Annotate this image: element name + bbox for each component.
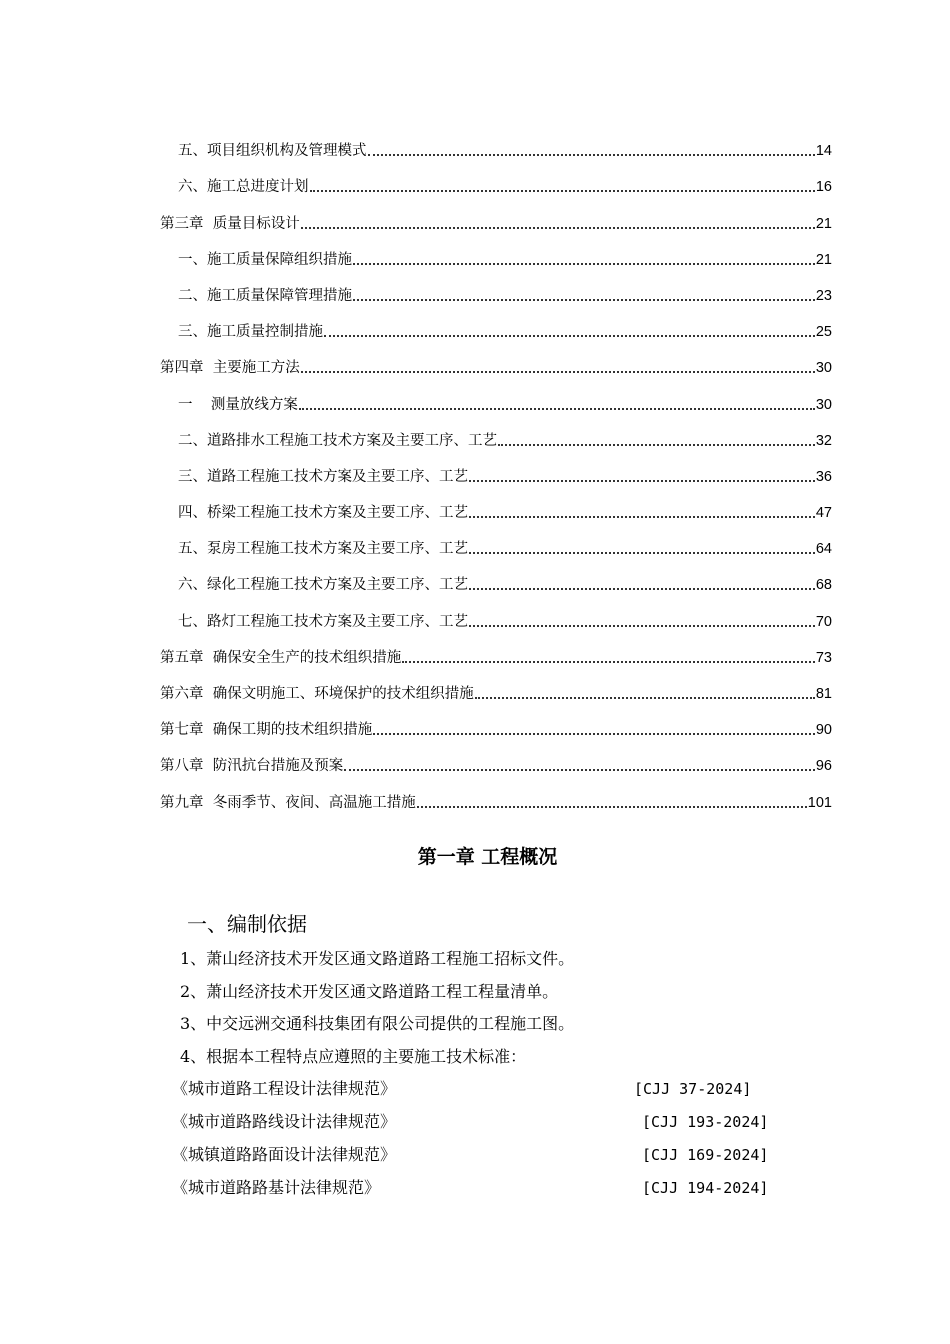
standard-code: [CJJ 37-2024] <box>634 1080 752 1098</box>
section-heading: 一、编制依据 <box>187 912 307 936</box>
toc-entry-text: 第三章 质量目标设计 <box>160 215 300 232</box>
toc-entry[interactable] <box>160 704 832 740</box>
toc-entry-text: 六、绿化工程施工技术方案及主要工序、工艺 <box>178 577 468 594</box>
toc-entry[interactable] <box>160 559 832 595</box>
toc-page-number: 32 <box>815 432 832 449</box>
toc-dot-leader <box>498 444 815 446</box>
toc-page-number: 21 <box>815 215 832 232</box>
toc-entry-text: 二、施工质量保障管理措施 <box>178 287 352 304</box>
toc-dot-leader <box>469 480 815 482</box>
toc-entry[interactable] <box>160 306 832 342</box>
toc-dot-leader <box>310 190 815 192</box>
toc-entry[interactable] <box>160 270 832 306</box>
basis-list <box>180 946 820 1076</box>
standard-row <box>172 1142 792 1175</box>
standards-list <box>172 1076 792 1208</box>
toc-entry[interactable] <box>160 197 832 233</box>
toc-entry-text: 第九章 冬雨季节、夜间、高温施工措施 <box>160 794 416 811</box>
toc-page-number: 47 <box>815 505 832 522</box>
toc-page-number: 90 <box>815 722 832 739</box>
toc-page-number: 96 <box>815 758 832 775</box>
standard-code: [CJJ 194-2024] <box>642 1179 769 1197</box>
toc-entry-text: 七、路灯工程施工技术方案及主要工序、工艺 <box>178 613 468 630</box>
toc-dot-leader <box>368 154 815 156</box>
toc-dot-leader <box>417 806 807 808</box>
toc-entry-text: 第八章 防汛抗台措施及预案 <box>160 758 344 775</box>
toc-entry[interactable] <box>160 415 832 451</box>
toc-entry-text: 四、桥梁工程施工技术方案及主要工序、工艺 <box>178 505 468 522</box>
toc-entry-text: 一、施工质量保障组织措施 <box>178 251 352 268</box>
basis-item: 1、萧山经济技术开发区通文路道路工程施工招标文件。 <box>180 949 575 968</box>
toc-dot-leader <box>344 769 815 771</box>
standard-row <box>172 1109 792 1142</box>
toc-dot-leader <box>373 733 815 735</box>
toc-page-number: 16 <box>815 179 832 196</box>
toc-entry[interactable] <box>160 595 832 631</box>
toc-entry[interactable] <box>160 451 832 487</box>
toc-page-number: 30 <box>815 360 832 377</box>
standard-name: 《城镇道路路面设计法律规范》 <box>172 1145 397 1164</box>
toc-entry-text: 三、施工质量控制措施 <box>178 324 323 341</box>
toc-dot-leader <box>469 588 815 590</box>
toc-dot-leader <box>324 335 815 337</box>
toc-dot-leader <box>469 552 815 554</box>
toc-entry-text: 第七章 确保工期的技术组织措施 <box>160 722 373 739</box>
toc-page-number: 70 <box>815 613 832 630</box>
toc-page-number: 73 <box>815 649 832 666</box>
standard-name: 《城市道路工程设计法律规范》 <box>172 1079 397 1098</box>
toc-dot-leader <box>353 263 815 265</box>
toc-entry-text: 第六章 确保文明施工、环境保护的技术组织措施 <box>160 686 474 702</box>
toc-dot-leader <box>469 516 815 518</box>
toc-entry[interactable] <box>160 523 832 559</box>
toc-page-number: 101 <box>807 794 832 811</box>
toc-entry-text: 五、项目组织机构及管理模式 <box>178 143 367 160</box>
toc-page-number: 21 <box>815 251 832 268</box>
toc-page-number: 23 <box>815 287 832 304</box>
standard-row <box>172 1076 792 1109</box>
toc-page-number: 81 <box>815 686 832 702</box>
toc-dot-leader <box>402 661 815 663</box>
toc-dot-leader <box>299 408 815 410</box>
table-of-contents <box>160 125 832 813</box>
toc-dot-leader <box>301 227 815 229</box>
toc-entry-text: 三、道路工程施工技术方案及主要工序、工艺 <box>178 468 468 485</box>
standard-name: 《城市道路路线设计法律规范》 <box>172 1112 397 1131</box>
toc-entry-text: 第四章 主要施工方法 <box>160 360 300 377</box>
toc-entry[interactable] <box>160 487 832 523</box>
standard-name: 《城市道路路基计法律规范》 <box>172 1178 381 1197</box>
toc-dot-leader <box>301 371 815 373</box>
toc-entry[interactable] <box>160 668 832 704</box>
toc-page-number: 64 <box>815 541 832 558</box>
standard-code: [CJJ 193-2024] <box>642 1113 769 1131</box>
toc-entry-text: 一 测量放线方案 <box>178 396 298 413</box>
toc-entry[interactable] <box>160 632 832 668</box>
toc-entry[interactable] <box>160 125 832 161</box>
toc-page-number: 25 <box>815 324 832 341</box>
toc-entry-text: 五、泵房工程施工技术方案及主要工序、工艺 <box>178 541 468 558</box>
toc-dot-leader <box>353 299 815 301</box>
toc-page-number: 36 <box>815 468 832 485</box>
standard-code: [CJJ 169-2024] <box>642 1146 769 1164</box>
toc-dot-leader <box>475 697 815 699</box>
toc-entry-text: 第五章 确保安全生产的技术组织措施 <box>160 649 402 666</box>
toc-entry[interactable] <box>160 740 832 776</box>
toc-entry[interactable] <box>160 234 832 270</box>
toc-entry[interactable] <box>160 161 832 197</box>
toc-page-number: 14 <box>815 143 832 160</box>
toc-entry[interactable] <box>160 776 832 812</box>
chapter-title: 第一章 工程概况 <box>417 846 558 868</box>
toc-entry-text: 二、道路排水工程施工技术方案及主要工序、工艺 <box>178 432 497 449</box>
basis-item: 4、根据本工程特点应遵照的主要施工技术标准： <box>180 1046 527 1066</box>
basis-item: 3、中交远洲交通科技集团有限公司提供的工程施工图。 <box>180 1014 575 1033</box>
toc-page-number: 30 <box>815 396 832 413</box>
toc-dot-leader <box>469 625 815 627</box>
standard-row <box>172 1175 792 1208</box>
basis-item: 2、萧山经济技术开发区通文路道路工程工程量清单。 <box>180 981 559 1001</box>
toc-page-number: 68 <box>815 577 832 594</box>
toc-entry-text: 六、施工总进度计划 <box>178 179 309 196</box>
toc-entry[interactable] <box>160 342 832 378</box>
toc-entry[interactable] <box>160 378 832 414</box>
